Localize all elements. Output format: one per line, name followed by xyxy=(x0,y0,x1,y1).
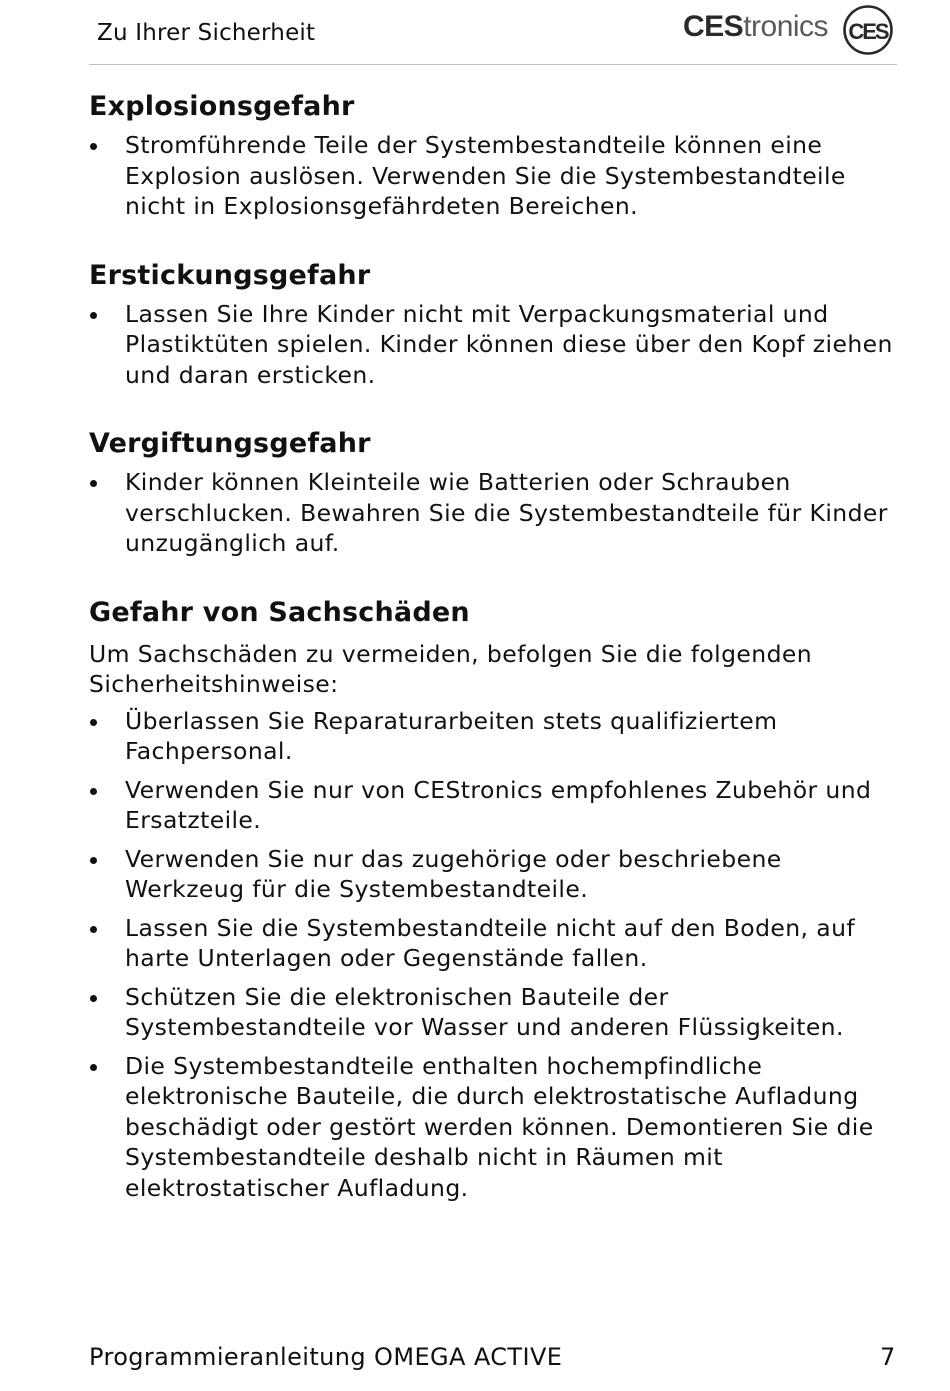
page-number: 7 xyxy=(880,1343,896,1371)
bullet-icon xyxy=(90,312,97,319)
list-item: Lassen Sie Ihre Kinder nicht mit Verpackungsmaterial und Plastiktüten spielen. Kinder können diese über den Kopf ziehen und daran ersticken. xyxy=(89,299,899,391)
header-title: Zu Ihrer Sicherheit xyxy=(97,20,316,46)
bullet-icon xyxy=(90,788,97,795)
bullet-icon xyxy=(90,719,97,726)
list-item: Verwenden Sie nur das zugehörige oder beschriebene Werkzeug für die Systembestandteile. xyxy=(89,844,899,905)
section-heading: Gefahr von Sachschäden xyxy=(89,596,470,628)
bullet-icon xyxy=(90,995,97,1002)
list-item: Überlassen Sie Reparaturarbeiten stets qualifiziertem Fachpersonal. xyxy=(89,706,899,767)
section-poisoning-hazard xyxy=(89,427,899,559)
bullet-list xyxy=(89,299,899,391)
list-item: Kinder können Kleinteile wie Batterien oder Schrauben verschlucken. Bewahren Sie die Systembestandteile für Kinder unzugänglich auf. xyxy=(89,467,899,559)
bullet-list xyxy=(89,706,899,1204)
section-explosion-hazard xyxy=(89,90,899,222)
bullet-icon xyxy=(90,857,97,864)
footer-document-title: Programmieranleitung OMEGA ACTIVE xyxy=(89,1343,563,1371)
list-item: Die Systembestandteile enthalten hochempfindliche elektronische Bauteile, die durch elektrostatische Aufladung beschädigt oder gestört werden können. Demontieren Sie die Systembestandteile deshalb nicht in Räumen mit elektrostatischer Aufladung. xyxy=(89,1051,899,1204)
brand-seal-logo-icon xyxy=(842,4,894,56)
brand-logo-text: CEStronics xyxy=(683,10,829,43)
bullet-icon xyxy=(90,480,97,487)
section-intro: Um Sachschäden zu vermeiden, befolgen Sie die folgenden Sicherheitshinweise: xyxy=(89,639,813,698)
bullet-icon xyxy=(90,926,97,933)
section-property-damage xyxy=(89,596,899,1204)
bullet-icon xyxy=(90,143,97,150)
page-content xyxy=(89,90,899,1240)
list-item: Schützen Sie die elektronischen Bauteile der Systembestandteile vor Wasser und anderen Flüssigkeiten. xyxy=(89,982,899,1043)
list-item: Verwenden Sie nur von CEStronics empfohlenes Zubehör und Ersatzteile. xyxy=(89,775,899,836)
section-heading: Explosionsgefahr xyxy=(89,91,355,122)
bullet-icon xyxy=(90,1064,97,1071)
svg-text:CES: CES xyxy=(848,19,888,44)
bullet-list xyxy=(89,467,899,559)
page-header xyxy=(89,6,897,65)
bullet-list xyxy=(89,130,899,222)
section-heading: Erstickungsgefahr xyxy=(89,259,371,291)
section-heading: Vergiftungsgefahr xyxy=(89,428,371,459)
list-item: Stromführende Teile der Systembestandteile können eine Explosion auslösen. Verwenden Sie die Systembestandteile nicht in Explosionsgefährdeten Bereichen. xyxy=(89,130,899,222)
section-suffocation-hazard xyxy=(89,259,899,391)
list-item: Lassen Sie die Systembestandteile nicht auf den Boden, auf harte Unterlagen oder Gegenstände fallen. xyxy=(89,913,899,974)
